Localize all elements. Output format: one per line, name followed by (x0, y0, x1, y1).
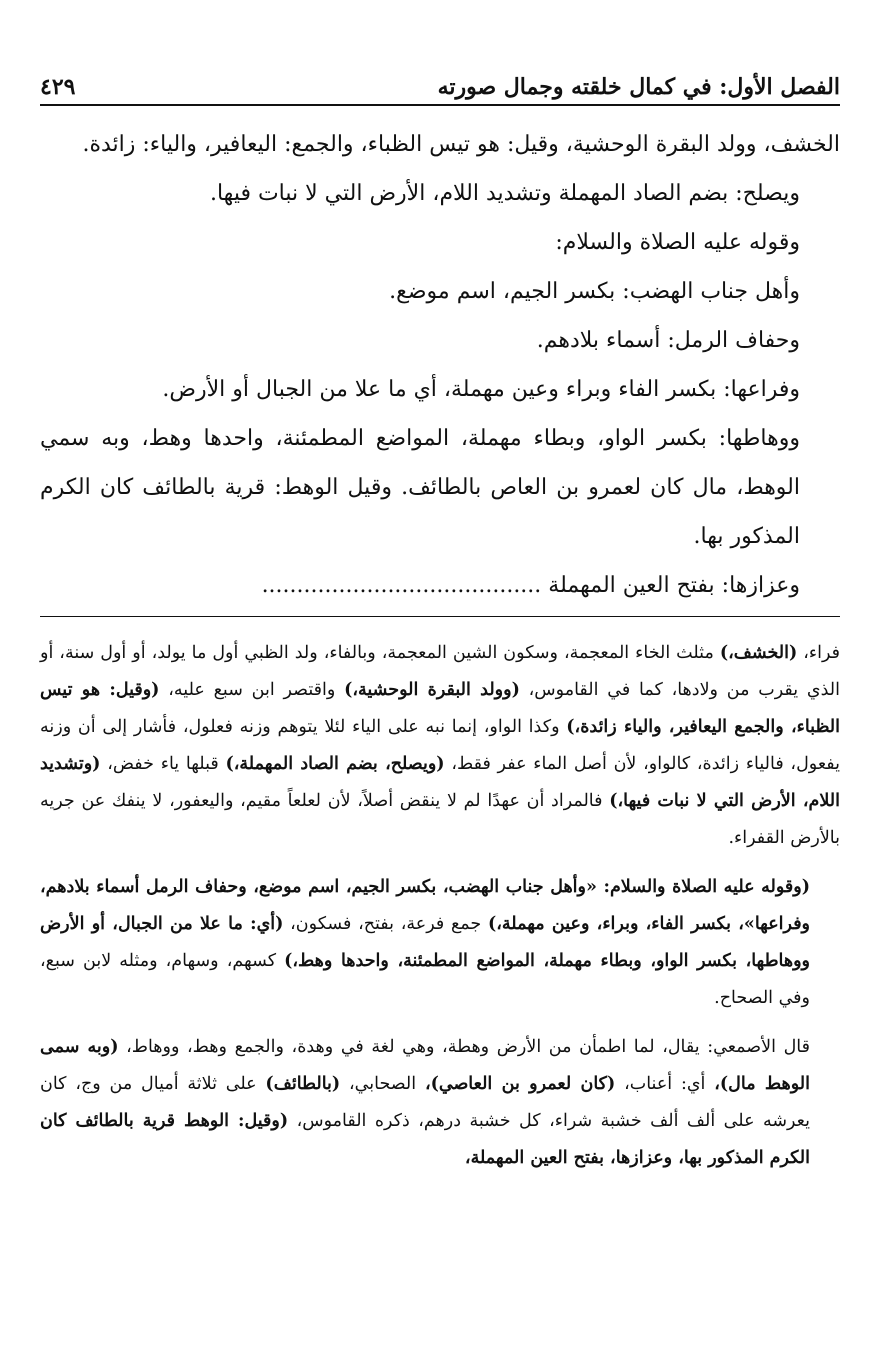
commentary-text-segment: الصحابي، (340, 1074, 425, 1094)
main-paragraph-text: وعزازها: بفتح العين المهملة (548, 573, 800, 598)
quoted-matn-text: (بالطائف) (265, 1074, 341, 1094)
quoted-matn-text: (ويصلح، بضم الصاد المهملة،) (225, 754, 445, 774)
chapter-title: الفصل الأول: في كمال خلقته وجمال صورته (437, 74, 840, 100)
quoted-matn-text: (وقيل: هو تيس الظباء، والجمع اليعافير، والياء زائدة،) (40, 680, 840, 737)
commentary-text-segment: فراء، (797, 643, 840, 663)
commentary-text (40, 635, 840, 1177)
quoted-matn-text: (وبه سمى الوهط مال)، (40, 1037, 810, 1094)
commentary-text-segment: واقتصر ابن سبع عليه، (159, 680, 345, 700)
quoted-matn-text: (وتشديد اللام، الأرض التي لا نبات فيها،) (40, 754, 840, 811)
page-header (40, 60, 840, 106)
main-paragraph: وفراعها: بكسر الفاء وبراء وعين مهملة، أي ما علا من الجبال أو الأرض. (162, 377, 800, 402)
main-paragraph-last (40, 561, 840, 610)
quoted-matn-text: (أي: ما علا من الجبال، أو الأرض ووهاطها، بكسر الواو، وبطاء مهملة، المواضع المطمئنة، واحدها وهط،) (40, 914, 811, 971)
commentary-text-segment: كسهم، وسهام، ومثله لابن سبع، وفي الصحاح. (40, 951, 810, 1008)
commentary-text-segment: أي: أعناب، (615, 1074, 715, 1094)
commentary-text-segment: مثلث الخاء المعجمة، وسكون الشين المعجمة، وبالفاء، ولد الظبي أول ما يولد، أو أول سنة، أو الذي يقرب من ولادها، كما في القاموس، (40, 643, 840, 700)
commentary-text-segment: قبلها ياء خفض، (100, 754, 226, 774)
commentary-text-segment: فالمراد أن عهدًا لم لا ينقض أصلاً، لأن لعلعاً مقيم، واليعفور، لا ينفك عن جريه بالأرض القفراء. (40, 791, 840, 848)
book-page (40, 60, 840, 1177)
quoted-matn-text: (الخشف،) (719, 643, 798, 663)
quoted-matn-text: (كان لعمرو بن العاصي)، (424, 1074, 616, 1094)
main-paragraph: الخشف، وولد البقرة الوحشية، وقيل: هو تيس الظباء، والجمع: اليعافير، والياء: زائدة. (82, 132, 840, 157)
main-paragraph: ويصلح: بضم الصاد المهملة وتشديد اللام، الأرض التي لا نبات فيها. (209, 181, 800, 206)
main-text (40, 120, 840, 610)
divider-line (40, 616, 840, 617)
quoted-matn-text: (وولد البقرة الوحشية،) (344, 680, 520, 700)
commentary-text-segment: جمع فرعة، بفتح، فسكون، (283, 914, 488, 934)
commentary-text-segment: وكذا الواو، إنما نبه على الياء لئلا يتوهم وزنه فعلول، فأشار إلى أن وزنه يفعول، فالياء زائدة، كالواو، لأن أصل الماء عفر فقط، (40, 717, 840, 774)
commentary-text-segment: قال الأصمعي: يقال، لما اطمأن من الأرض وهطة، وهي لغة في وهدة، والجمع وهط، ووهاط، (118, 1037, 810, 1057)
ellipsis-dots: ........................................ (261, 573, 542, 598)
quoted-matn-text: (وقوله عليه الصلاة والسلام: «وأهل جناب الهضب، بكسر الجيم، اسم موضع، وحفاف الرمل أسماء بلادهم، وفراعها»، بكسر الفاء، وبراء، وعين مهملة،) (40, 877, 811, 934)
main-paragraph: وحفاف الرمل: أسماء بلادهم. (536, 328, 800, 353)
main-paragraph: ووهاطها: بكسر الواو، وبطاء مهملة، المواضع المطمئنة، واحدها وهط، وبه سمي الوهط، مال كان لعمرو بن العاص بالطائف. وقيل الوهط: قرية بالطائف كان الكرم المذكور بها. (40, 426, 800, 549)
commentary-paragraph (40, 869, 840, 1017)
main-paragraph: وقوله عليه الصلاة والسلام: (555, 230, 800, 255)
page-number: ٤٢٩ (40, 74, 76, 100)
commentary-paragraph (40, 635, 840, 857)
quoted-matn-text: (وقيل: الوهط قرية بالطائف كان الكرم المذكور بها، وعزازها، بفتح العين المهملة، (40, 1111, 810, 1168)
commentary-text-segment: على ثلاثة أميال من وج، كان يعرشه على ألف ألف خشبة شراء، كل خشبة درهم، ذكره القاموس، (40, 1074, 810, 1131)
main-paragraph: وأهل جناب الهضب: بكسر الجيم، اسم موضع. (389, 279, 800, 304)
commentary-paragraph (40, 1029, 840, 1177)
